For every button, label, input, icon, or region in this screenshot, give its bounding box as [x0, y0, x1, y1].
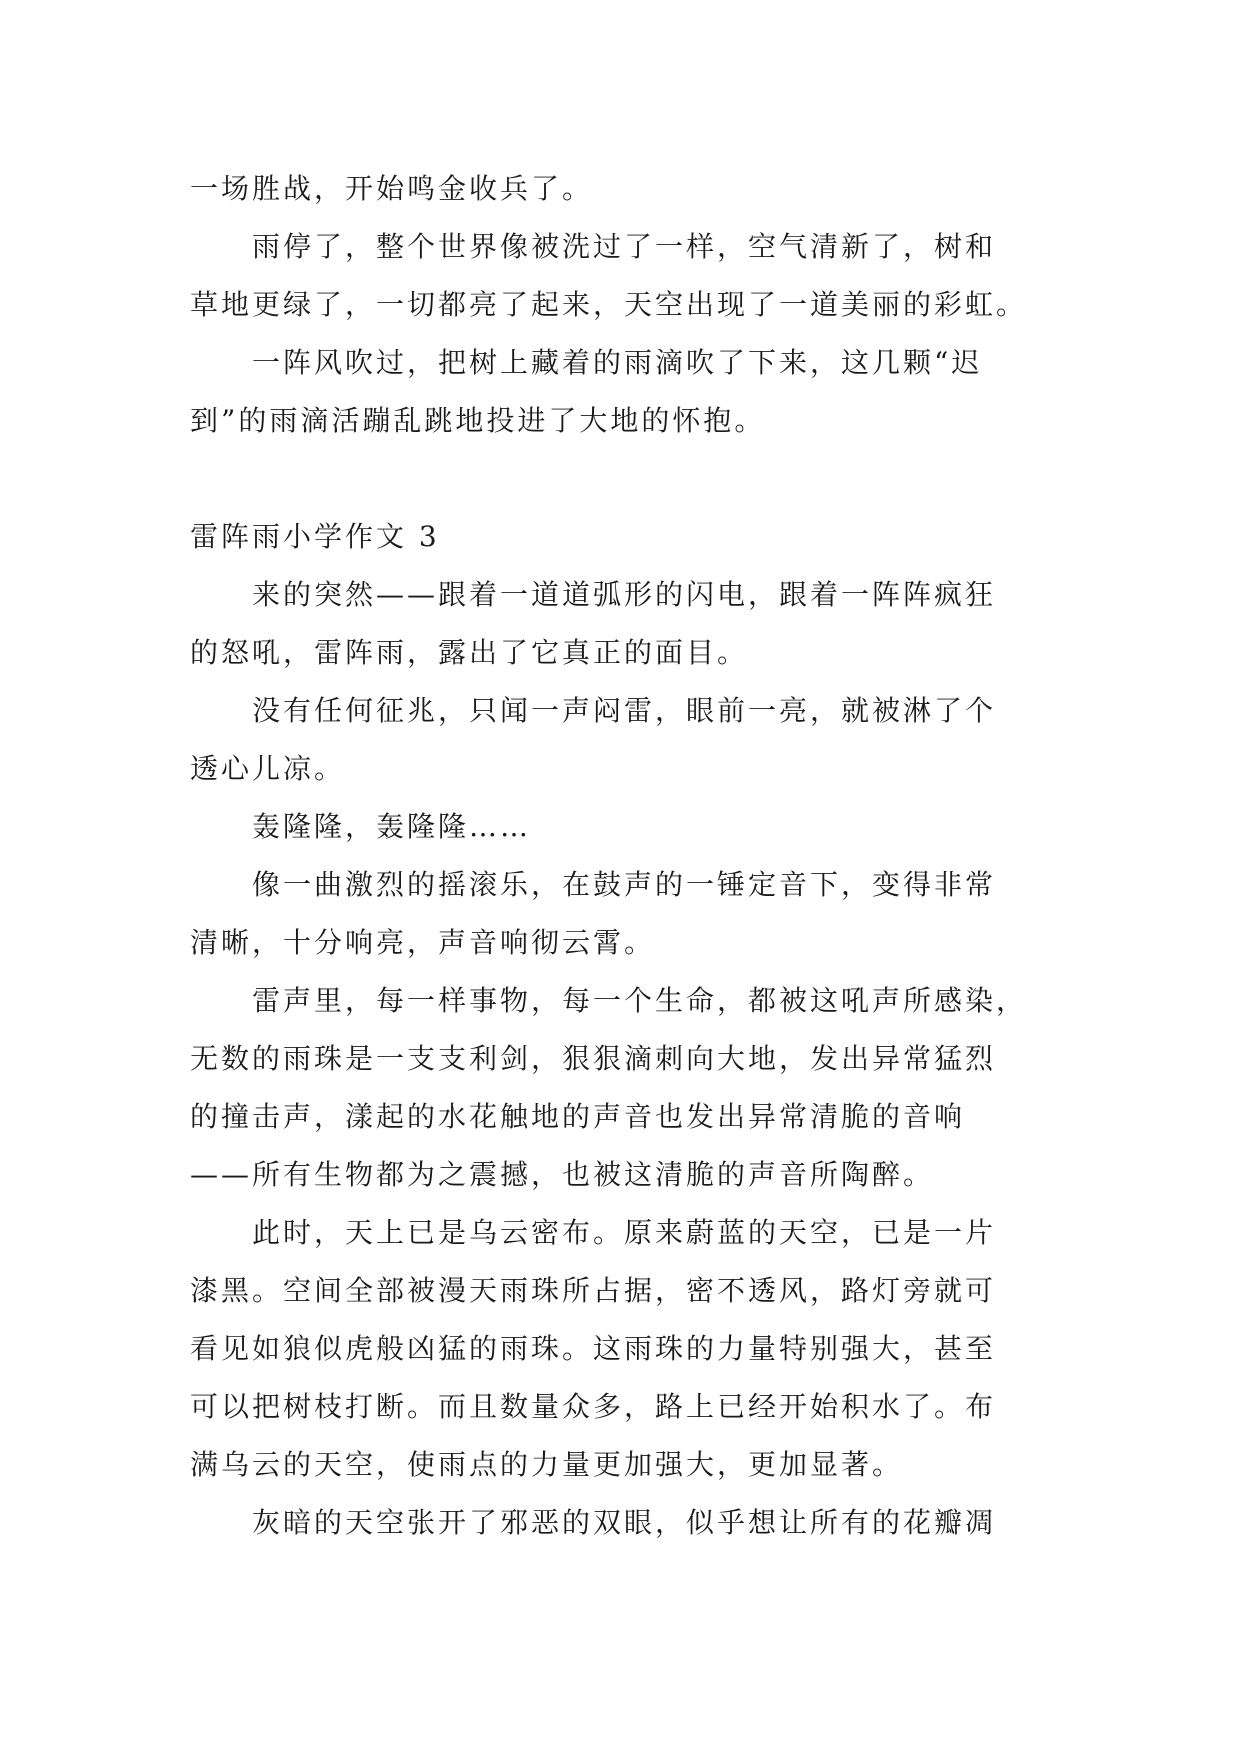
text-line: 一阵风吹过，把树上藏着的雨滴吹了下来，这几颗“迟	[252, 346, 983, 379]
text-line: 的怒吼，雷阵雨，露出了它真正的面目。	[190, 636, 749, 669]
document-body	[190, 160, 1050, 1552]
text-line: 像一曲激烈的摇滚乐，在鼓声的一锤定音下，变得非常	[252, 868, 997, 901]
text-line: 轰隆隆，轰隆隆……	[252, 810, 532, 843]
text-line: 无数的雨珠是一支支利剑，狠狠滴刺向大地，发出异常猛烈	[190, 1042, 997, 1075]
text-line: 看见如狼似虎般凶猛的雨珠。这雨珠的力量特别强大，甚至	[190, 1332, 997, 1365]
text-line: 到”的雨滴活蹦乱跳地投进了大地的怀抱。	[190, 404, 766, 437]
text-line: 灰暗的天空张开了邪恶的双眼，似乎想让所有的花瓣凋	[252, 1506, 997, 1539]
text-line: ——所有生物都为之震撼，也被这清脆的声音所陶醉。	[190, 1158, 935, 1191]
paragraph-gap	[190, 450, 1050, 508]
text-line: 草地更绿了，一切都亮了起来，天空出现了一道美丽的彩虹。	[190, 288, 1028, 321]
text-line: 一场胜战，开始鸣金收兵了。	[190, 172, 594, 205]
text-line: 透心儿凉。	[190, 752, 346, 785]
text-line: 的撞击声，漾起的水花触地的声音也发出异常清脆的音响	[190, 1100, 966, 1133]
section-heading: 雷阵雨小学作文 3	[190, 520, 440, 553]
text-line: 雨停了，整个世界像被洗过了一样，空气清新了，树和	[252, 230, 997, 263]
text-line: 清晰，十分响亮，声音响彻云霄。	[190, 926, 656, 959]
text-line: 没有任何征兆，只闻一声闷雷，眼前一亮，就被淋了个	[252, 694, 997, 727]
text-line: 可以把树枝打断。而且数量众多，路上已经开始积水了。布	[190, 1390, 997, 1423]
text-line: 此时，天上已是乌云密布。原来蔚蓝的天空，已是一片	[252, 1216, 997, 1249]
text-line: 漆黑。空间全部被漫天雨珠所占据，密不透风，路灯旁就可	[190, 1274, 997, 1307]
text-line: 来的突然——跟着一道道弧形的闪电，跟着一阵阵疯狂	[252, 578, 997, 611]
text-line: 满乌云的天空，使雨点的力量更加强大，更加显著。	[190, 1448, 904, 1481]
text-line: 雷声里，每一样事物，每一个生命，都被这吼声所感染，	[252, 984, 1028, 1017]
